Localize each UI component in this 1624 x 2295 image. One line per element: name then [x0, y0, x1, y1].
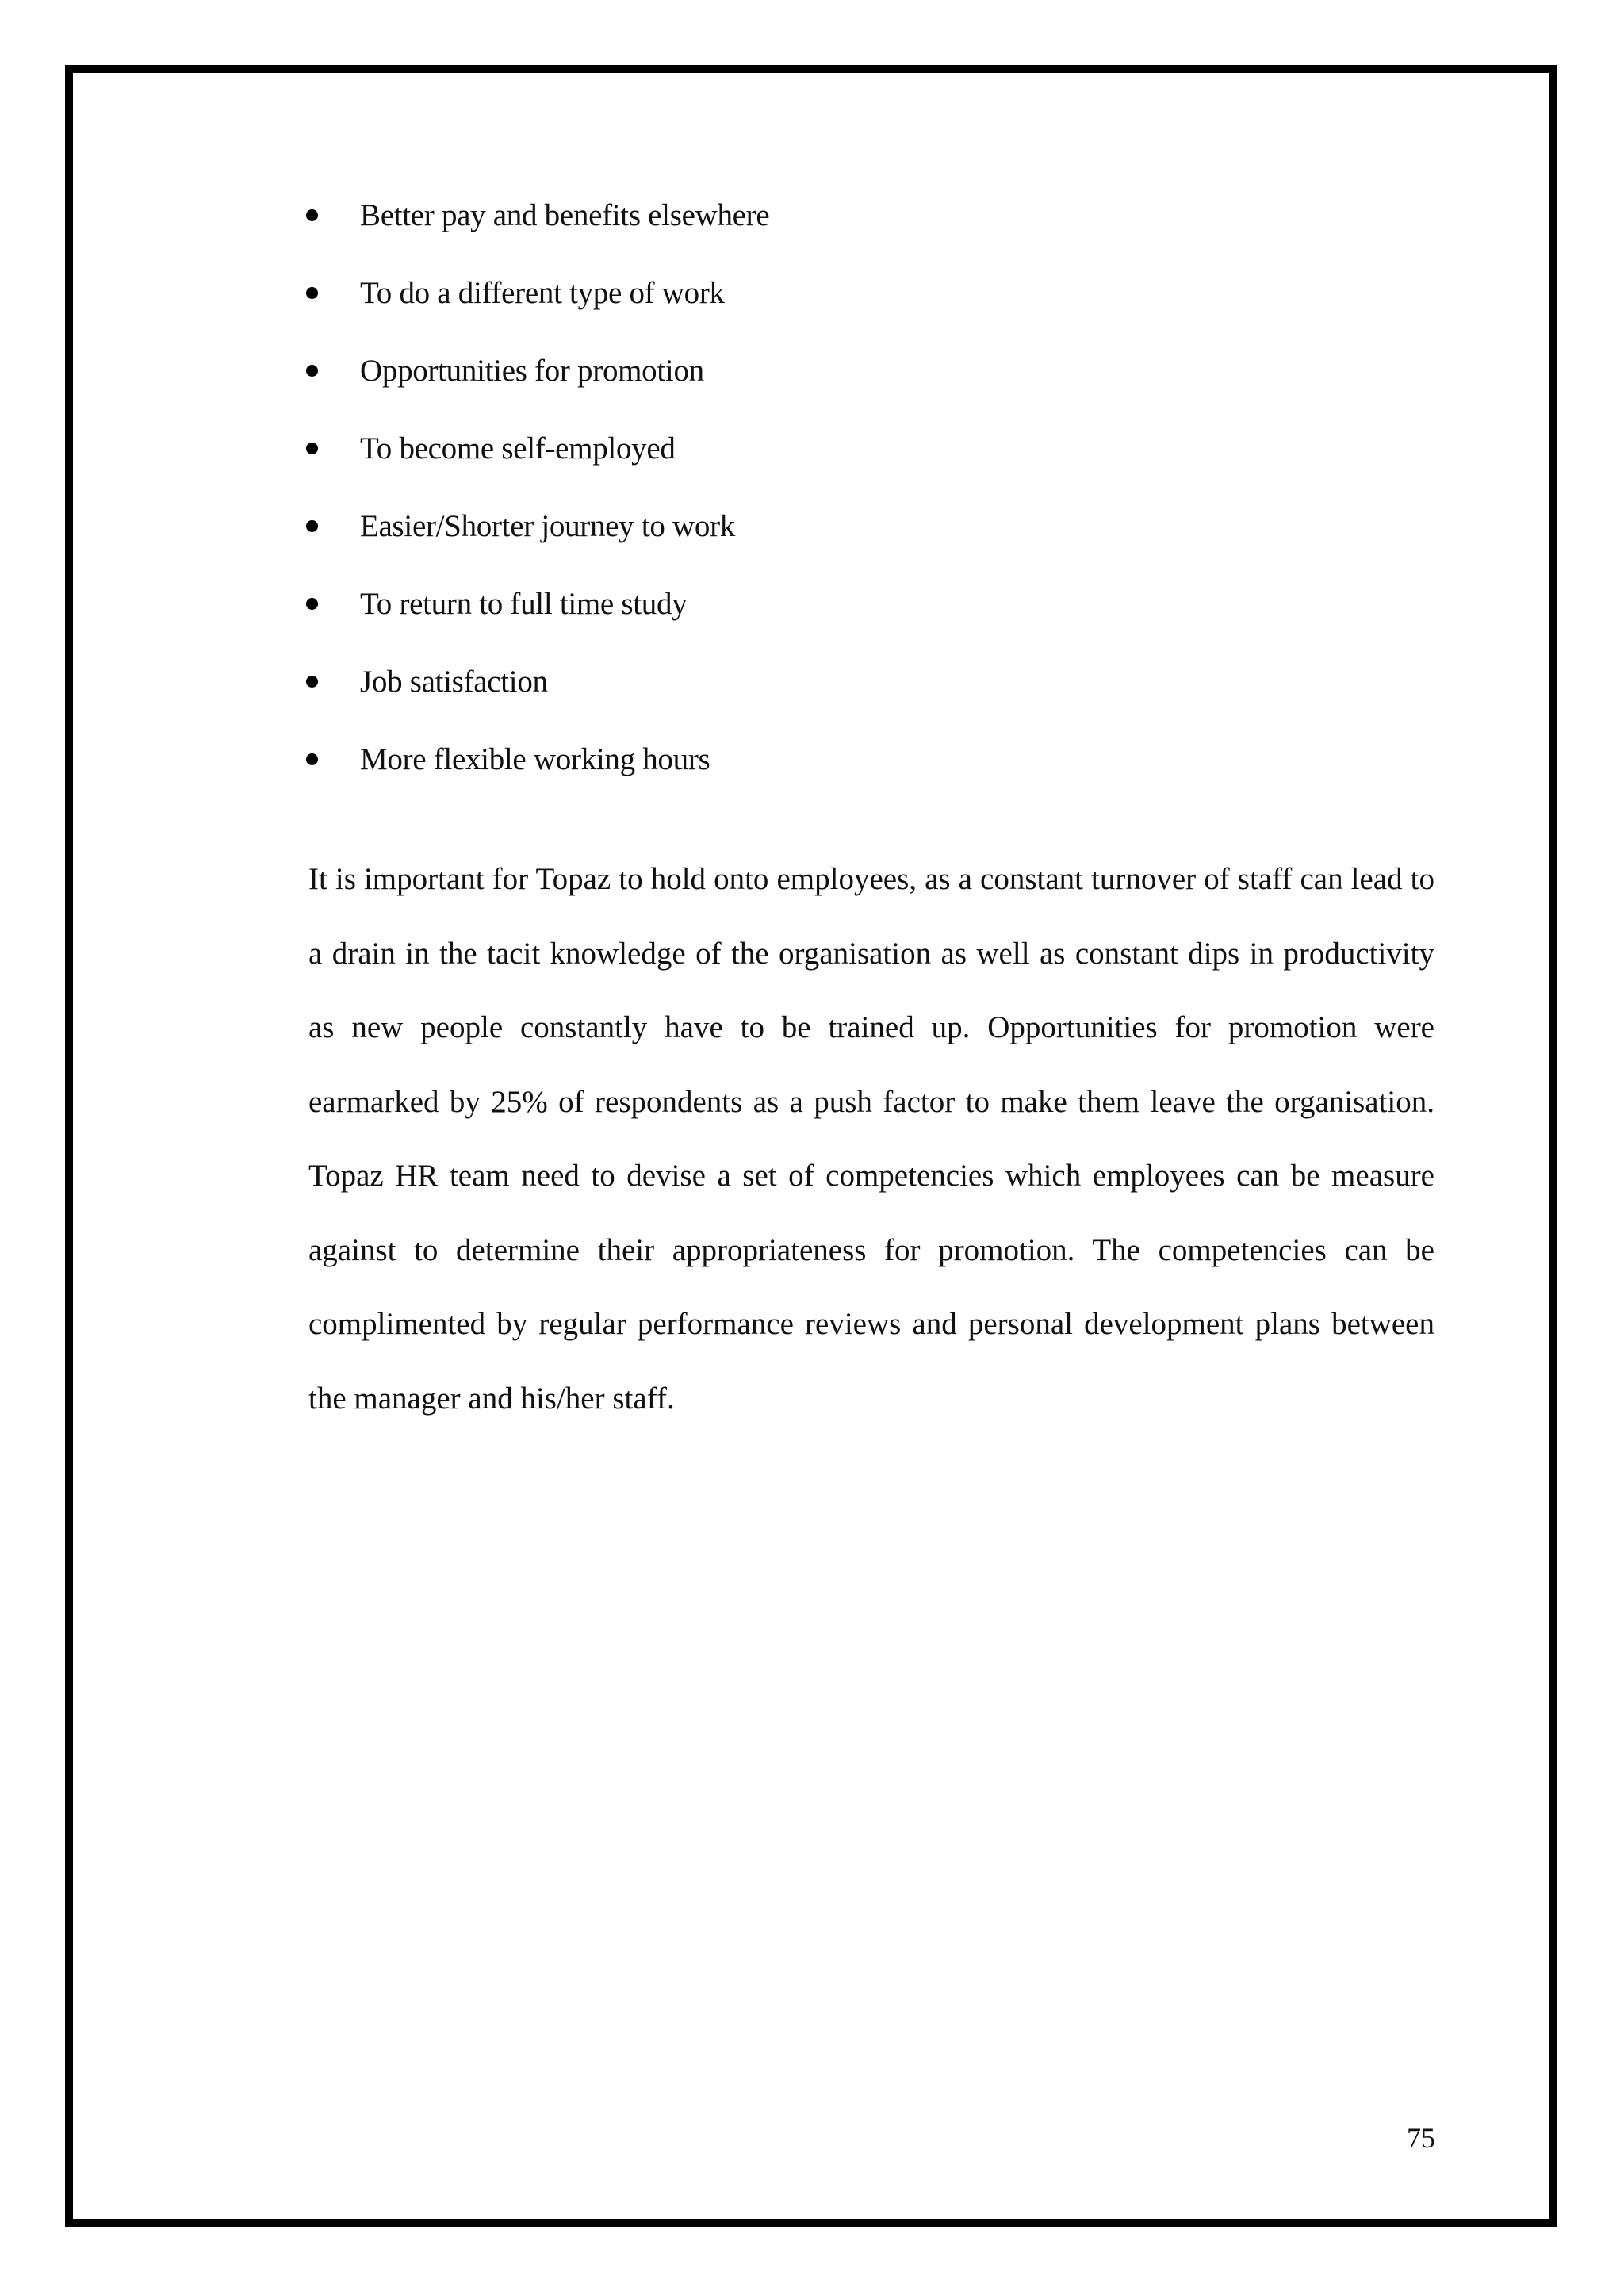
bullet-icon [306, 365, 318, 377]
bullet-icon [306, 598, 318, 610]
bullet-icon [306, 753, 318, 765]
bullet-item [360, 420, 769, 498]
reasons-bullet-list [360, 187, 769, 809]
body-paragraph: It is important for Topaz to hold onto employees, as a constant turnover of staff can lead to a drain in the tacit knowledge of the organisation as well as constant dips in productivity as new people constantly have to be trained up. Opportunities for promotion were earmarked by 25% of respondents as a push factor to make them leave the organisation. Topaz HR team need to devise a set of competencies which employees can be measure against to determine their appropriateness for promotion. The competencies can be complimented by regular performance reviews and personal development plans between the manager and his/her staff. [308, 862, 1434, 1416]
bullet-text: To become self-employed [360, 431, 676, 466]
bullet-item [360, 576, 769, 653]
bullet-item [360, 498, 769, 576]
bullet-item [360, 653, 769, 731]
bullet-item [360, 187, 769, 265]
bullet-icon [306, 287, 318, 299]
bullet-item [360, 343, 769, 420]
bullet-icon [306, 520, 318, 532]
bullet-icon [306, 443, 318, 454]
page-number: 75 [1407, 2122, 1435, 2154]
bullet-text: Better pay and benefits elsewhere [360, 198, 770, 232]
bullet-text: More flexible working hours [360, 742, 710, 776]
bullet-text: Opportunities for promotion [360, 354, 704, 388]
bullet-text: Job satisfaction [360, 665, 548, 699]
bullet-icon [306, 676, 318, 688]
bullet-item [360, 265, 769, 343]
bullet-text: To do a different type of work [360, 276, 725, 310]
bullet-icon [306, 209, 318, 221]
bullet-text: To return to full time study [360, 587, 688, 621]
bullet-item [360, 731, 769, 809]
bullet-text: Easier/Shorter journey to work [360, 509, 735, 543]
